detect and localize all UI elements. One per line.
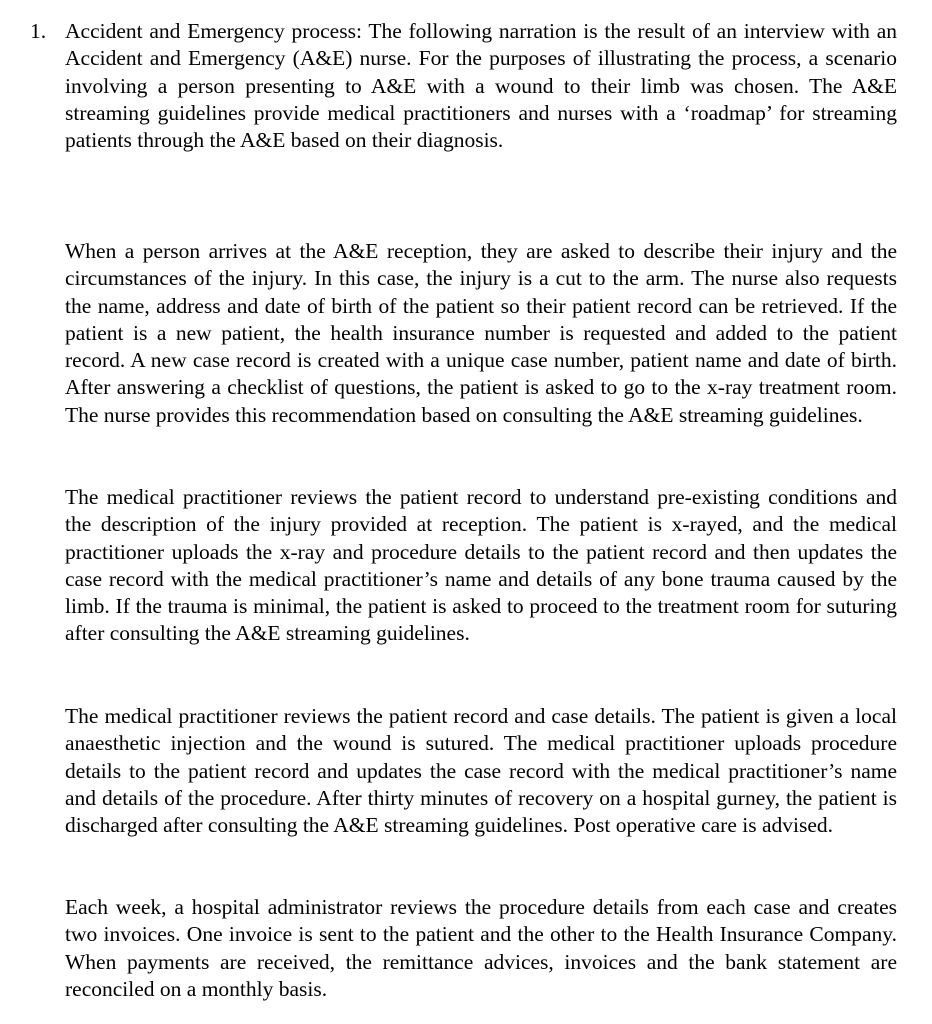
paragraph-treatment: The medical practitioner reviews the patient record and case details. The patient is given a local anaesthetic injection and the wound is sutured. The medical practitioner uploads procedure details to the patient record and updates the case record with the medical practitioner’s name and details of the procedure. After thirty minutes of recovery on a hospital gurney, the patient is discharged after consulting the A&E streaming guidelines. Post operative care is advised. (65, 704, 897, 838)
paragraph-reception: When a person arrives at the A&E reception, they are asked to describe their injury and the circumstances of the injury. In this case, the injury is a cut to the arm. The nurse also requests the name, address and date of birth of the patient so their patient record can be retrieved. If the patient is a new patient, the health insurance number is requested and added to the patient record. A new case record is created with a unique case number, patient name and date of birth. After answering a checklist of questions, the patient is asked to go to the x-ray treatment room. The nurse provides this recommendation based on consulting the A&E streaming guidelines. (65, 239, 897, 427)
paragraph-xray: The medical practitioner reviews the patient record to understand pre-existing conditions and the description of the injury provided at reception. The patient is x-rayed, and the medical practitioner uploads the x-ray and procedure details to the patient record and then updates the case record with the medical practitioner’s name and details of any bone trauma caused by the limb. If the trauma is minimal, the patient is asked to proceed to the treatment room for suturing after consulting the A&E streaming guidelines. (65, 485, 897, 646)
paragraph-introduction: Accident and Emergency process: The following narration is the result of an interview with an Accident and Emergency (A&E) nurse. For the purposes of illustrating the process, a scenario involving a person presenting to A&E with a wound to their limb was chosen. The A&E streaming guidelines provide medical practitioners and nurses with a ‘roadmap’ for streaming patients through the A&E based on their diagnosis. (65, 19, 897, 153)
list-item-number: 1. (30, 19, 47, 43)
paragraph-invoicing: Each week, a hospital administrator reviews the procedure details from each case and creates two invoices. One invoice is sent to the patient and the other to the Health Insurance Company. When payments are received, the remittance advices, invoices and the bank statement are reconciled on a monthly basis. (65, 895, 897, 1001)
